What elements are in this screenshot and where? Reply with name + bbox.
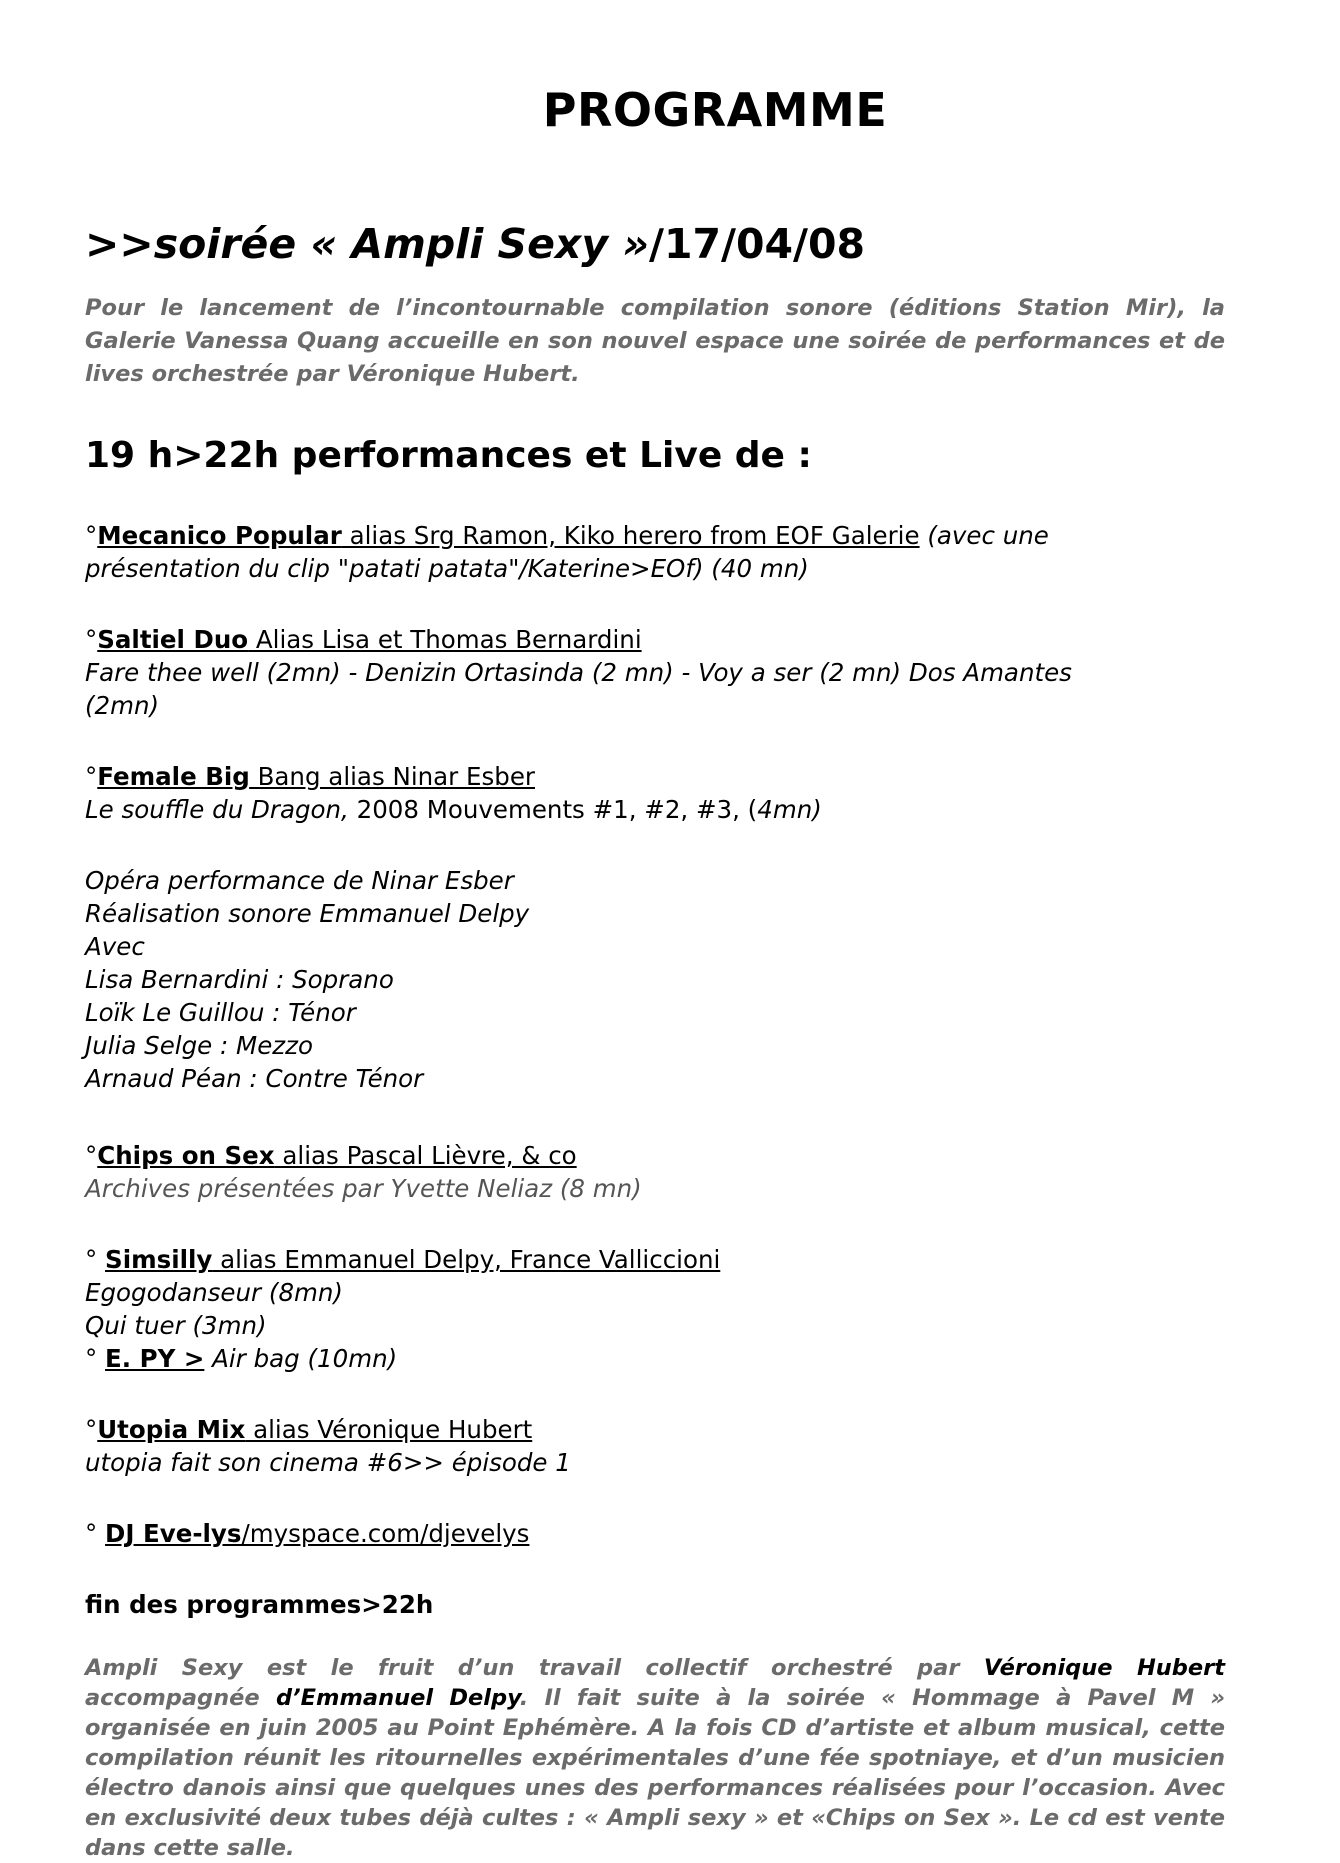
- degree-mark: °: [85, 1141, 98, 1170]
- act-female-big-bang: [85, 760, 1225, 826]
- credit-line: Opéra performance de Ninar Esber: [85, 866, 514, 895]
- event-name: « Ampli Sexy »: [310, 220, 649, 268]
- myspace-link[interactable]: /myspace.com/djevelys: [241, 1519, 530, 1548]
- degree-mark: °: [85, 1415, 98, 1444]
- schedule-heading: 19 h>22h performances et Live de :: [85, 435, 812, 476]
- act-alias: alias Pascal Lièvre, & co: [274, 1141, 577, 1170]
- act-detail: Qui tuer (3mn): [85, 1311, 267, 1340]
- act-simsilly: [85, 1243, 1225, 1375]
- act-name: Simsilly: [105, 1245, 213, 1274]
- act-detail: Egogodanseur (8mn): [85, 1278, 343, 1307]
- act-work: Air bag (10mn): [204, 1344, 398, 1373]
- degree-mark: °: [85, 1344, 106, 1373]
- credit-line: Loïk Le Guillou : Ténor: [85, 998, 356, 1027]
- act-year: 2008 Mouvements #1, #2, #3, (: [348, 795, 758, 824]
- outro-text: . Il fait suite à la soirée « Hommage à Pavel M » organisée en juin 2005 au Point Ephémère. A la fois CD d’artiste et album musical, cette compilation réunit les ritournelles expérimentales d’une fée spotniaye, et d’un musicien électro danois ainsi que quelques unes des performances réalisées pour l’occasion. Avec en exclusivité deux tubes déjà cultes : « Ampli sexy » et «Chips on Sex ». Le cd est vente dans cette salle.: [85, 1685, 1226, 1861]
- act-detail: (2mn): [85, 691, 160, 720]
- credit-line: Julia Selge : Mezzo: [85, 1031, 313, 1060]
- opera-credits: [85, 864, 1225, 1095]
- degree-mark: °: [85, 521, 98, 550]
- outro-text: Ampli Sexy est le fruit d’un travail collectif orchestré par: [85, 1655, 984, 1681]
- act-duration: 4mn): [757, 795, 822, 824]
- degree-mark: °: [85, 1245, 106, 1274]
- credit-line: Avec: [85, 932, 145, 961]
- act-detail: présentation du clip "patati patata"/Katerine>EOf) (40 mn): [85, 554, 809, 583]
- event-prefix: >>soirée: [85, 220, 311, 268]
- outro-name-delpy: d’Emmanuel Delpy: [275, 1685, 520, 1711]
- credit-line: Réalisation sonore Emmanuel Delpy: [85, 899, 530, 928]
- act-name: Mecanico Popular: [97, 521, 342, 550]
- act-alias: alias Emmanuel Delpy, France Valliccioni: [212, 1245, 721, 1274]
- intro-paragraph: Pour le lancement de l’incontournable compilation sonore (éditions Station Mir), la Galerie Vanessa Quang accueille en son nouvel espace une soirée de performances et de lives orchestrée par Véronique Hubert.: [85, 295, 1225, 387]
- act-detail: Fare thee well (2mn) - Denizin Ortasinda (2 mn) - Voy a ser (2 mn) Dos Amantes: [85, 658, 1072, 687]
- page-title: PROGRAMME: [542, 83, 888, 137]
- act-alias: Alias Lisa et Thomas Bernardini: [248, 625, 642, 654]
- act-chips-on-sex: [85, 1139, 1225, 1205]
- credit-line: Lisa Bernardini : Soprano: [85, 965, 394, 994]
- act-dj-eve-lys: [85, 1517, 1225, 1550]
- program-end: fin des programmes>22h: [85, 1590, 434, 1619]
- act-detail: Archives présentées par Yvette Neliaz (8 mn): [85, 1174, 642, 1203]
- act-alias: alias Srg Ramon, Kiko herero from EOF Galerie: [341, 521, 920, 550]
- outro-text: accompagnée: [85, 1685, 276, 1711]
- act-work: Le souffle du Dragon,: [85, 795, 349, 824]
- act-name: Utopia Mix: [97, 1415, 246, 1444]
- degree-mark: °: [85, 762, 98, 791]
- credit-line: Arnaud Péan : Contre Ténor: [85, 1064, 424, 1093]
- act-name: Female Big: [97, 762, 250, 791]
- event-heading: [85, 216, 1225, 272]
- document-page: [85, 80, 1225, 1863]
- act-name: Chips on Sex: [97, 1141, 275, 1170]
- act-name: E. PY >: [105, 1344, 205, 1373]
- degree-mark: °: [85, 625, 98, 654]
- outro-name-hubert: Véronique Hubert: [983, 1655, 1226, 1681]
- act-utopia-mix: [85, 1413, 1225, 1479]
- event-date: /17/04/08: [648, 220, 866, 268]
- act-note: (avec une: [919, 521, 1049, 550]
- outro-paragraph: [85, 1653, 1225, 1863]
- act-detail: utopia fait son cinema #6>> épisode 1: [85, 1448, 571, 1477]
- act-name: Saltiel Duo: [97, 625, 249, 654]
- act-mecanico-popular: [85, 519, 1225, 585]
- act-alias: Bang alias Ninar Esber: [249, 762, 535, 791]
- act-name: DJ Eve-lys: [105, 1519, 242, 1548]
- degree-mark: °: [85, 1519, 106, 1548]
- act-alias: alias Véronique Hubert: [245, 1415, 533, 1444]
- act-saltiel-duo: [85, 623, 1225, 722]
